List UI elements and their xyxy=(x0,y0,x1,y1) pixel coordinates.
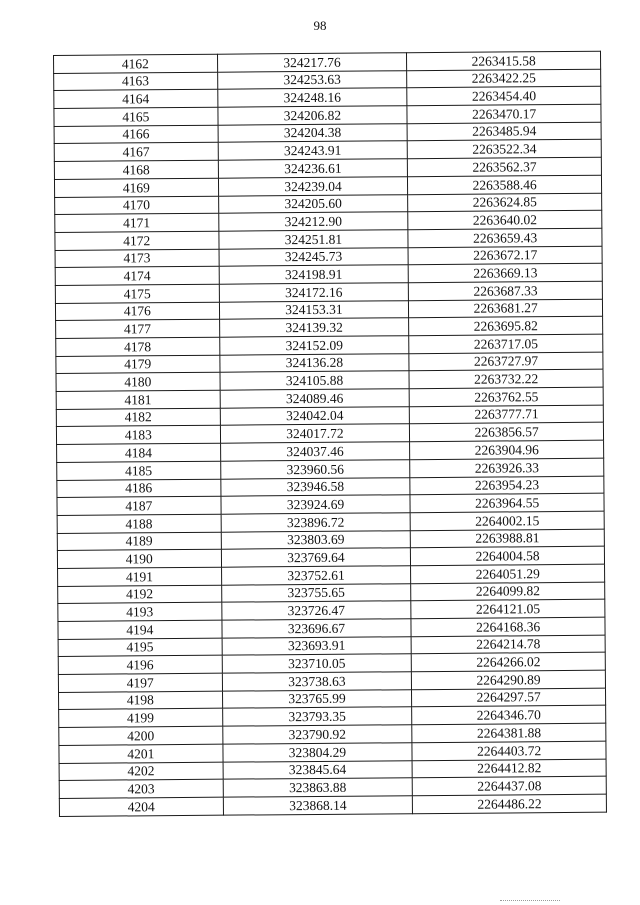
x-coordinate-cell: 324243.91 xyxy=(218,141,408,160)
x-coordinate-cell: 323693.91 xyxy=(222,636,412,655)
point-number-cell: 4175 xyxy=(55,284,219,303)
y-coordinate-cell: 2263856.57 xyxy=(410,423,604,442)
x-coordinate-cell: 323738.63 xyxy=(222,672,412,691)
point-number-cell: 4185 xyxy=(57,461,221,480)
coordinate-table-body xyxy=(54,51,607,816)
table-row xyxy=(59,794,606,816)
point-number-cell: 4198 xyxy=(59,691,223,710)
point-number-cell: 4180 xyxy=(56,373,220,392)
point-number-cell: 4166 xyxy=(54,125,218,144)
point-number-cell: 4197 xyxy=(58,673,222,692)
point-number-cell: 4204 xyxy=(59,797,223,816)
x-coordinate-cell: 323946.58 xyxy=(220,477,410,496)
point-number-cell: 4187 xyxy=(57,496,221,515)
y-coordinate-cell: 2264002.15 xyxy=(410,511,604,530)
point-number-cell: 4189 xyxy=(57,532,221,551)
x-coordinate-cell: 323896.72 xyxy=(221,513,411,532)
point-number-cell: 4191 xyxy=(58,567,222,586)
point-number-cell: 4164 xyxy=(54,90,218,109)
y-coordinate-cell: 2264346.70 xyxy=(412,706,606,725)
x-coordinate-cell: 323960.56 xyxy=(220,460,410,479)
x-coordinate-cell: 323868.14 xyxy=(223,796,413,815)
x-coordinate-cell: 324152.09 xyxy=(219,336,409,355)
x-coordinate-cell: 324172.16 xyxy=(219,283,409,302)
x-coordinate-cell: 323863.88 xyxy=(223,778,413,797)
y-coordinate-cell: 2263717.05 xyxy=(409,334,603,353)
point-number-cell: 4176 xyxy=(55,302,219,321)
point-number-cell: 4203 xyxy=(59,779,223,798)
x-coordinate-cell: 324136.28 xyxy=(219,353,409,372)
x-coordinate-cell: 323803.69 xyxy=(221,530,411,549)
x-coordinate-cell: 323696.67 xyxy=(222,619,412,638)
point-number-cell: 4173 xyxy=(55,249,219,268)
x-coordinate-cell: 323726.47 xyxy=(221,601,411,620)
point-number-cell: 4196 xyxy=(58,656,222,675)
x-coordinate-cell: 324105.88 xyxy=(220,371,410,390)
footer-scan-mark xyxy=(500,900,560,901)
point-number-cell: 4186 xyxy=(57,479,221,498)
y-coordinate-cell: 2263485.94 xyxy=(407,122,601,141)
x-coordinate-cell: 323790.92 xyxy=(222,725,412,744)
y-coordinate-cell: 2263522.34 xyxy=(407,140,601,159)
x-coordinate-cell: 324017.72 xyxy=(220,424,410,443)
y-coordinate-cell: 2263415.58 xyxy=(407,51,601,70)
y-coordinate-cell: 2264099.82 xyxy=(411,582,605,601)
point-number-cell: 4195 xyxy=(58,638,222,657)
coordinate-table xyxy=(53,51,607,817)
y-coordinate-cell: 2264381.88 xyxy=(412,723,606,742)
y-coordinate-cell: 2264168.36 xyxy=(411,617,605,636)
y-coordinate-cell: 2263422.25 xyxy=(407,69,601,88)
point-number-cell: 4194 xyxy=(58,620,222,639)
point-number-cell: 4163 xyxy=(54,72,218,91)
point-number-cell: 4183 xyxy=(56,426,220,445)
x-coordinate-cell: 323752.61 xyxy=(221,566,411,585)
x-coordinate-cell: 324239.04 xyxy=(218,177,408,196)
point-number-cell: 4192 xyxy=(58,585,222,604)
point-number-cell: 4167 xyxy=(54,143,218,162)
point-number-cell: 4179 xyxy=(56,355,220,374)
y-coordinate-cell: 2264403.72 xyxy=(412,741,606,760)
x-coordinate-cell: 324253.63 xyxy=(217,70,407,89)
point-number-cell: 4201 xyxy=(59,744,223,763)
point-number-cell: 4162 xyxy=(54,54,218,73)
y-coordinate-cell: 2263762.55 xyxy=(409,387,603,406)
point-number-cell: 4202 xyxy=(59,762,223,781)
y-coordinate-cell: 2263926.33 xyxy=(410,458,604,477)
y-coordinate-cell: 2264266.02 xyxy=(412,653,606,672)
y-coordinate-cell: 2263777.71 xyxy=(410,405,604,424)
x-coordinate-cell: 324217.76 xyxy=(217,53,407,72)
point-number-cell: 4184 xyxy=(57,443,221,462)
y-coordinate-cell: 2263672.17 xyxy=(408,246,602,265)
point-number-cell: 4190 xyxy=(57,549,221,568)
x-coordinate-cell: 324245.73 xyxy=(219,247,409,266)
x-coordinate-cell: 324089.46 xyxy=(220,389,410,408)
x-coordinate-cell: 323765.99 xyxy=(222,689,412,708)
x-coordinate-cell: 323710.05 xyxy=(222,654,412,673)
point-number-cell: 4165 xyxy=(54,107,218,126)
point-number-cell: 4181 xyxy=(56,390,220,409)
point-number-cell: 4174 xyxy=(55,266,219,285)
y-coordinate-cell: 2263954.23 xyxy=(410,476,604,495)
y-coordinate-cell: 2264297.57 xyxy=(412,688,606,707)
y-coordinate-cell: 2263727.97 xyxy=(409,352,603,371)
y-coordinate-cell: 2263732.22 xyxy=(409,370,603,389)
y-coordinate-cell: 2264004.58 xyxy=(411,546,605,565)
page-number: 98 xyxy=(313,18,327,33)
point-number-cell: 4169 xyxy=(54,178,218,197)
y-coordinate-cell: 2263904.96 xyxy=(410,440,604,459)
y-coordinate-cell: 2264486.22 xyxy=(413,794,607,813)
point-number-cell: 4168 xyxy=(54,160,218,179)
y-coordinate-cell: 2263964.55 xyxy=(410,493,604,512)
y-coordinate-cell: 2263681.27 xyxy=(409,299,603,318)
y-coordinate-cell: 2263588.46 xyxy=(408,175,602,194)
y-coordinate-cell: 2264121.05 xyxy=(411,599,605,618)
point-number-cell: 4170 xyxy=(55,196,219,215)
y-coordinate-cell: 2264051.29 xyxy=(411,564,605,583)
x-coordinate-cell: 324198.91 xyxy=(219,265,409,284)
x-coordinate-cell: 324153.31 xyxy=(219,300,409,319)
x-coordinate-cell: 324236.61 xyxy=(218,159,408,178)
x-coordinate-cell: 323755.65 xyxy=(221,583,411,602)
y-coordinate-cell: 2263659.43 xyxy=(408,228,602,247)
point-number-cell: 4171 xyxy=(55,213,219,232)
y-coordinate-cell: 2263640.02 xyxy=(408,210,602,229)
y-coordinate-cell: 2263624.85 xyxy=(408,193,602,212)
x-coordinate-cell: 324206.82 xyxy=(218,106,408,125)
point-number-cell: 4172 xyxy=(55,231,219,250)
x-coordinate-cell: 324139.32 xyxy=(219,318,409,337)
x-coordinate-cell: 324205.60 xyxy=(218,194,408,213)
x-coordinate-cell: 324212.90 xyxy=(218,212,408,231)
y-coordinate-cell: 2263687.33 xyxy=(409,281,603,300)
y-coordinate-cell: 2264214.78 xyxy=(411,635,605,654)
point-number-cell: 4177 xyxy=(56,320,220,339)
point-number-cell: 4200 xyxy=(59,726,223,745)
point-number-cell: 4182 xyxy=(56,408,220,427)
x-coordinate-cell: 324037.46 xyxy=(220,442,410,461)
y-coordinate-cell: 2264412.82 xyxy=(412,759,606,778)
y-coordinate-cell: 2264437.08 xyxy=(412,776,606,795)
y-coordinate-cell: 2263669.13 xyxy=(408,263,602,282)
point-number-cell: 4199 xyxy=(59,709,223,728)
x-coordinate-cell: 323924.69 xyxy=(221,495,411,514)
x-coordinate-cell: 323804.29 xyxy=(223,743,413,762)
point-number-cell: 4178 xyxy=(56,337,220,356)
y-coordinate-cell: 2263454.40 xyxy=(407,87,601,106)
x-coordinate-cell: 324042.04 xyxy=(220,406,410,425)
point-number-cell: 4193 xyxy=(58,603,222,622)
x-coordinate-cell: 324204.38 xyxy=(218,123,408,142)
y-coordinate-cell: 2263695.82 xyxy=(409,317,603,336)
y-coordinate-cell: 2263988.81 xyxy=(411,529,605,548)
x-coordinate-cell: 324248.16 xyxy=(217,88,407,107)
y-coordinate-cell: 2263470.17 xyxy=(407,104,601,123)
y-coordinate-cell: 2263562.37 xyxy=(408,157,602,176)
x-coordinate-cell: 323793.35 xyxy=(222,707,412,726)
x-coordinate-cell: 323845.64 xyxy=(223,760,413,779)
x-coordinate-cell: 323769.64 xyxy=(221,548,411,567)
point-number-cell: 4188 xyxy=(57,514,221,533)
y-coordinate-cell: 2264290.89 xyxy=(412,670,606,689)
x-coordinate-cell: 324251.81 xyxy=(219,230,409,249)
